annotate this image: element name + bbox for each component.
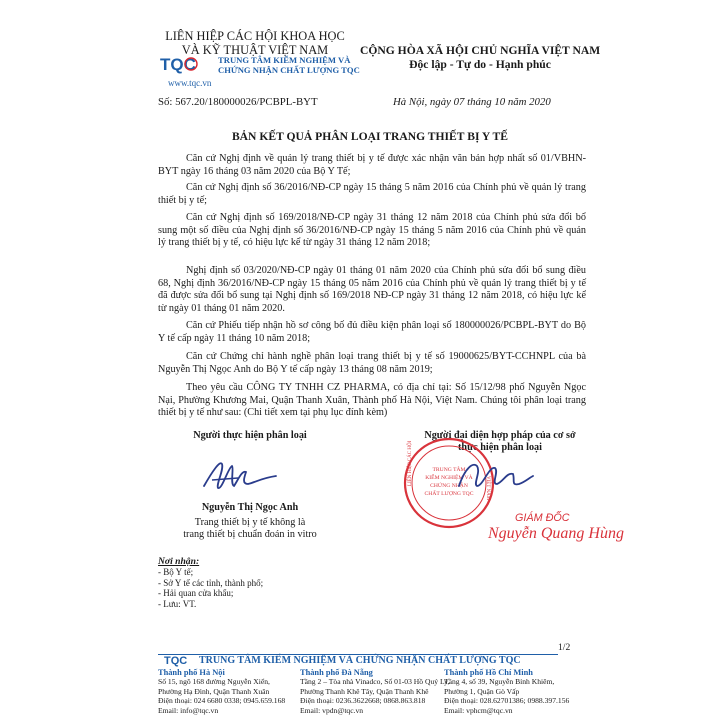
- recipient-item: - Hải quan cửa khẩu;: [158, 588, 234, 599]
- director-title: GIÁM ĐỐC: [515, 512, 570, 524]
- date-line: Hà Nội, ngày 07 tháng 10 năm 2020: [393, 96, 551, 108]
- center-name: [218, 55, 360, 75]
- seal-line-3: CHỨNG NHẬN: [430, 483, 468, 489]
- office-contact: Điện thoại: 0236.3622668; 0868.863.818: [300, 696, 426, 706]
- org-name-line-1: LIÊN HIỆP CÁC HỘI KHOA HỌC: [165, 29, 345, 43]
- paragraph-3: Căn cứ Nghị định số 169/2018/NĐ-CP ngày 31 tháng 12 năm 2018 của Chính phủ sửa đổi bổ sung một số điều của Nghị định số 36/2016/NĐ-CP ngày 15 tháng 5 năm 2016 của Chính phủ về quản lý trang thiết bị y tế, có hiệu lực kể từ ngày 31 tháng 12 năm 2018;: [158, 212, 586, 249]
- seal-line-4: CHẤT LƯỢNG TQC: [424, 491, 474, 497]
- footer-center-name: TRUNG TÂM KIỂM NGHIỆM VÀ CHỨNG NHẬN CHẤT LƯỢNG TQC: [199, 655, 521, 666]
- classifier-note-line-1: Trang thiết bị y tế không là: [194, 517, 306, 528]
- seal-line-1: TRUNG TÂM: [432, 467, 466, 473]
- office-address: Số 15, ngõ 168 đường Nguyễn Xiển,: [158, 677, 270, 687]
- office-contact: Điện thoại: 028.62701386; 0988.397.156: [444, 696, 570, 706]
- footer-office-hcm: [444, 668, 569, 715]
- footer-logo-text: TQC: [164, 655, 188, 667]
- national-header: [360, 44, 600, 72]
- office-contact: Email: vpdn@tqc.vn: [300, 705, 364, 715]
- office-address: Phường Thanh Khê Tây, Quận Thanh Khê: [300, 686, 429, 696]
- recipient-item: - Sở Y tế các tỉnh, thành phố;: [158, 577, 264, 588]
- org-name-line-2: VÀ KỸ THUẬT VIỆT NAM: [181, 43, 329, 57]
- seal-ring-right: VIỆT NAM: [485, 476, 490, 501]
- seal-line-2: KIỂM NGHIỆM VÀ: [425, 475, 473, 481]
- paragraph-4: Nghị định số 03/2020/NĐ-CP ngày 01 tháng 01 năm 2020 của Chính phủ sửa đổi bổ sung điều 68, Nghị định 36/2016/NĐ-CP ngày 15 tháng 05 năm 2016 của Chính phủ về quản lý trang thiết bị y tế đã được sửa đổi bổ sung tại Nghị định số 169/2018 NĐ-CP ngày 31 tháng 12 năm 2018, có hiệu lực kể từ ngày 01 tháng 01 năm 2020.: [158, 265, 586, 314]
- office-city: Thành phố Đà Nẵng: [300, 668, 373, 677]
- paragraph-7: Theo yêu cầu CÔNG TY TNHH CZ PHARMA, có địa chỉ tại: Số 15/12/98 phố Nguyễn Ngọc Nại, Phường Khương Mai, Quận Thanh Xuân, Thành phố Hà Nội, Việt Nam. Chúng tôi phân loại trang thiết bị y tế như sau: (Chi tiết xem tại phụ lục đính kèm): [158, 382, 586, 419]
- document-title: BẢN KẾT QUẢ PHÂN LOẠI TRANG THIẾT BỊ Y TẾ: [231, 130, 509, 143]
- office-city: Thành phố Hà Nội: [158, 668, 225, 677]
- classifier-signature: [198, 450, 284, 498]
- representative-label-line-1: Người đại diện hợp pháp của cơ sở: [424, 430, 576, 441]
- tqc-logo-text: TQC: [160, 55, 196, 74]
- seal-ring-left: LIÊN HIỆP CÁC HỘI: [408, 440, 413, 486]
- classifier-label: Người thực hiện phân loại: [193, 430, 307, 441]
- tqc-logo-mark: [160, 53, 208, 77]
- footer-office-hanoi: [158, 668, 285, 715]
- classifier-note: [170, 517, 330, 542]
- classifier-name: Nguyễn Thị Ngọc Anh: [201, 502, 299, 513]
- paragraph-5: Căn cứ Phiếu tiếp nhận hồ sơ công bố đủ điều kiện phân loại số 180000026/PCBPL-BYT do Bộ Y tế cấp ngày 11 tháng 10 năm 2018;: [158, 320, 586, 344]
- page-number: 1/2: [558, 642, 571, 653]
- paragraph-1: Căn cứ Nghị định về quản lý trang thiết bị y tế được xác nhận văn bản hợp nhất số 01/VBHN-BYT ngày 16 tháng 03 năm 2020 của Bộ Y Tế;: [158, 153, 586, 177]
- office-address: Phường Hạ Đình, Quận Thanh Xuân: [158, 686, 270, 696]
- classifier-note-line-2: trang thiết bị chuẩn đoán in vitro: [183, 529, 317, 541]
- recipients-heading: Nơi nhận:: [158, 556, 200, 567]
- paragraph-6: Căn cứ Chứng chỉ hành nghề phân loại trang thiết bị y tế số 19000625/BYT-CCHNPL của bà Nguyễn Thị Ngọc Anh do Bộ Y tế cấp ngày 13 tháng 08 năm 2019;: [158, 351, 586, 375]
- recipient-item: - Lưu: VT.: [158, 598, 197, 609]
- office-address: Tầng 2 – Tòa nhà Vinadco, Số 01-03 Hồ Quý Ly,: [300, 677, 450, 687]
- website: www.tqc.vn: [168, 78, 212, 88]
- office-city: Thành phố Hồ Chí Minh: [444, 668, 533, 677]
- office-contact: Điện thoại: 024 6680 0338; 0945.659.168: [158, 696, 286, 706]
- tqc-logo: [160, 53, 208, 77]
- director-name: Nguyễn Quang Hùng: [488, 525, 624, 542]
- footer-office-danang: [300, 668, 449, 715]
- director-signature: [455, 456, 535, 500]
- center-name-line-1: TRUNG TÂM KIỂM NGHIỆM VÀ: [218, 55, 351, 65]
- republic-name: CỘNG HÒA XÃ HỘI CHỦ NGHĨA VIỆT NAM: [360, 44, 601, 57]
- recipient-item: - Bộ Y tế;: [158, 567, 194, 578]
- office-contact: Email: vphcm@tqc.vn: [444, 705, 513, 715]
- recipients: [158, 557, 263, 609]
- footer-logo-mark: [164, 653, 198, 667]
- motto: Độc lập - Tự do - Hạnh phúc: [409, 58, 551, 71]
- representative-label-line-2: thực hiện phân loại: [458, 442, 542, 454]
- office-address: Tầng 4, số 39, Nguyễn Bỉnh Khiêm,: [444, 677, 555, 687]
- center-name-line-2: CHỨNG NHẬN CHẤT LƯỢNG TQC: [218, 65, 360, 75]
- paragraph-2: Căn cứ Nghị định số 36/2016/NĐ-CP ngày 15 tháng 5 năm 2016 của Chính phủ về quản lý trang thiết bị y tế;: [158, 182, 586, 206]
- office-contact: Email: info@tqc.vn: [158, 705, 219, 715]
- office-address: Phường 1, Quận Gò Vấp: [444, 686, 520, 696]
- document-number: Số: 567.20/180000026/PCBPL-BYT: [158, 96, 318, 108]
